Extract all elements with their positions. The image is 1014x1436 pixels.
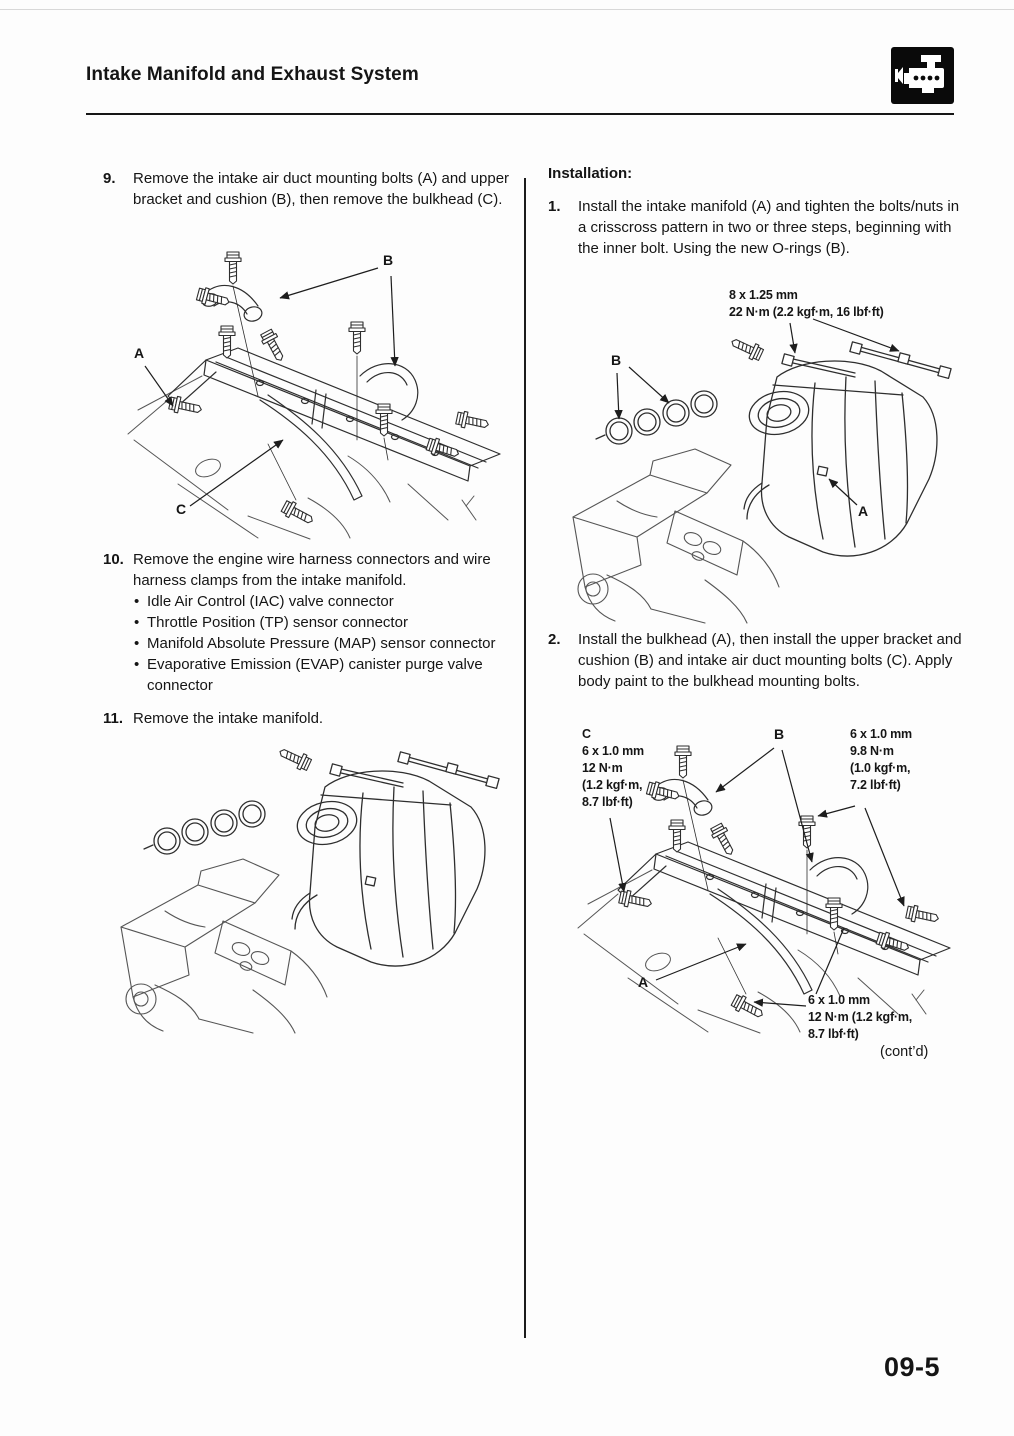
callout-b: B bbox=[774, 726, 785, 742]
figure-bulkhead-removal bbox=[110, 248, 530, 540]
spec-line: 22 N·m (2.2 kgf·m, 16 lbf·ft) bbox=[729, 305, 884, 319]
connector-list bbox=[133, 591, 510, 696]
step-text: Remove the engine wire harness connectors and wire harness clamps from the intake manifold. bbox=[133, 551, 491, 589]
torque-spec-bottom bbox=[808, 992, 912, 1043]
spec-line: 6 x 1.0 mm bbox=[850, 727, 912, 741]
spec-line: 9.8 N·m bbox=[850, 744, 894, 758]
figure-intake-manifold-removal bbox=[103, 735, 523, 1035]
scan-edge bbox=[0, 9, 1014, 10]
step-number: 10. bbox=[103, 551, 124, 568]
step-number: 9. bbox=[103, 170, 116, 187]
spec-line: 7.2 lbf·ft) bbox=[850, 778, 901, 792]
callout-b: B bbox=[611, 352, 622, 368]
step-10 bbox=[103, 549, 510, 696]
spec-line: 8.7 lbf·ft) bbox=[582, 795, 633, 809]
bullet-item: • Throttle Position (TP) sensor connector bbox=[133, 612, 510, 633]
engine-icon bbox=[891, 47, 954, 104]
step-number: 11. bbox=[103, 710, 124, 727]
spec-line: (1.0 kgf·m, bbox=[850, 761, 911, 775]
continued-note: (cont’d) bbox=[880, 1044, 929, 1060]
page-number: 09-5 bbox=[884, 1352, 941, 1382]
torque-spec-c bbox=[582, 726, 644, 811]
step-text: Install the bulkhead (A), then install the upper bracket and cushion (B) and intake air duct mounting bolts (C). Apply body paint to the bulkhead mounting bolts. bbox=[578, 631, 962, 690]
spec-line: 12 N·m (1.2 kgf·m, bbox=[808, 1010, 913, 1024]
spec-line: 6 x 1.0 mm bbox=[808, 993, 870, 1007]
step-text: Remove the intake air duct mounting bolts (A) and upper bracket and cushion (B), then remove the bulkhead (C). bbox=[133, 170, 510, 208]
step-text: Install the intake manifold (A) and tighten the bolts/nuts in a crisscross pattern in two or three steps, beginning with the inner bolt. Using the new O-rings (B). bbox=[578, 198, 960, 257]
step-number: 1. bbox=[548, 198, 561, 215]
bullet-item: • Evaporative Emission (EVAP) canister purge valve connector bbox=[133, 654, 510, 696]
callout-a: A bbox=[638, 974, 649, 990]
page-title: Intake Manifold and Exhaust System bbox=[86, 64, 419, 85]
spec-line: C bbox=[582, 727, 591, 741]
callout-b: B bbox=[383, 252, 394, 268]
figure-intake-manifold-install bbox=[555, 285, 975, 625]
spec-line: 8.7 lbf·ft) bbox=[808, 1027, 859, 1041]
spec-line: (1.2 kgf·m, bbox=[582, 778, 643, 792]
step-text: Remove the intake manifold. bbox=[133, 710, 324, 727]
step-11 bbox=[103, 708, 510, 729]
callout-a: A bbox=[858, 503, 869, 519]
step-1 bbox=[548, 196, 968, 259]
installation-heading: Installation: bbox=[548, 165, 633, 182]
torque-spec-bracket bbox=[850, 726, 912, 794]
step-number: 2. bbox=[548, 631, 561, 648]
callout-c: C bbox=[176, 501, 187, 517]
spec-line: 8 x 1.25 mm bbox=[729, 288, 798, 302]
spec-line: 6 x 1.0 mm bbox=[582, 744, 644, 758]
bullet-item: • Manifold Absolute Pressure (MAP) sensor connector bbox=[133, 633, 510, 654]
spec-line: 12 N·m bbox=[582, 761, 623, 775]
step-9 bbox=[103, 168, 510, 210]
callout-a: A bbox=[134, 345, 145, 361]
header-rule bbox=[86, 113, 954, 115]
bullet-item: • Idle Air Control (IAC) valve connector bbox=[133, 591, 510, 612]
step-2 bbox=[548, 629, 968, 692]
